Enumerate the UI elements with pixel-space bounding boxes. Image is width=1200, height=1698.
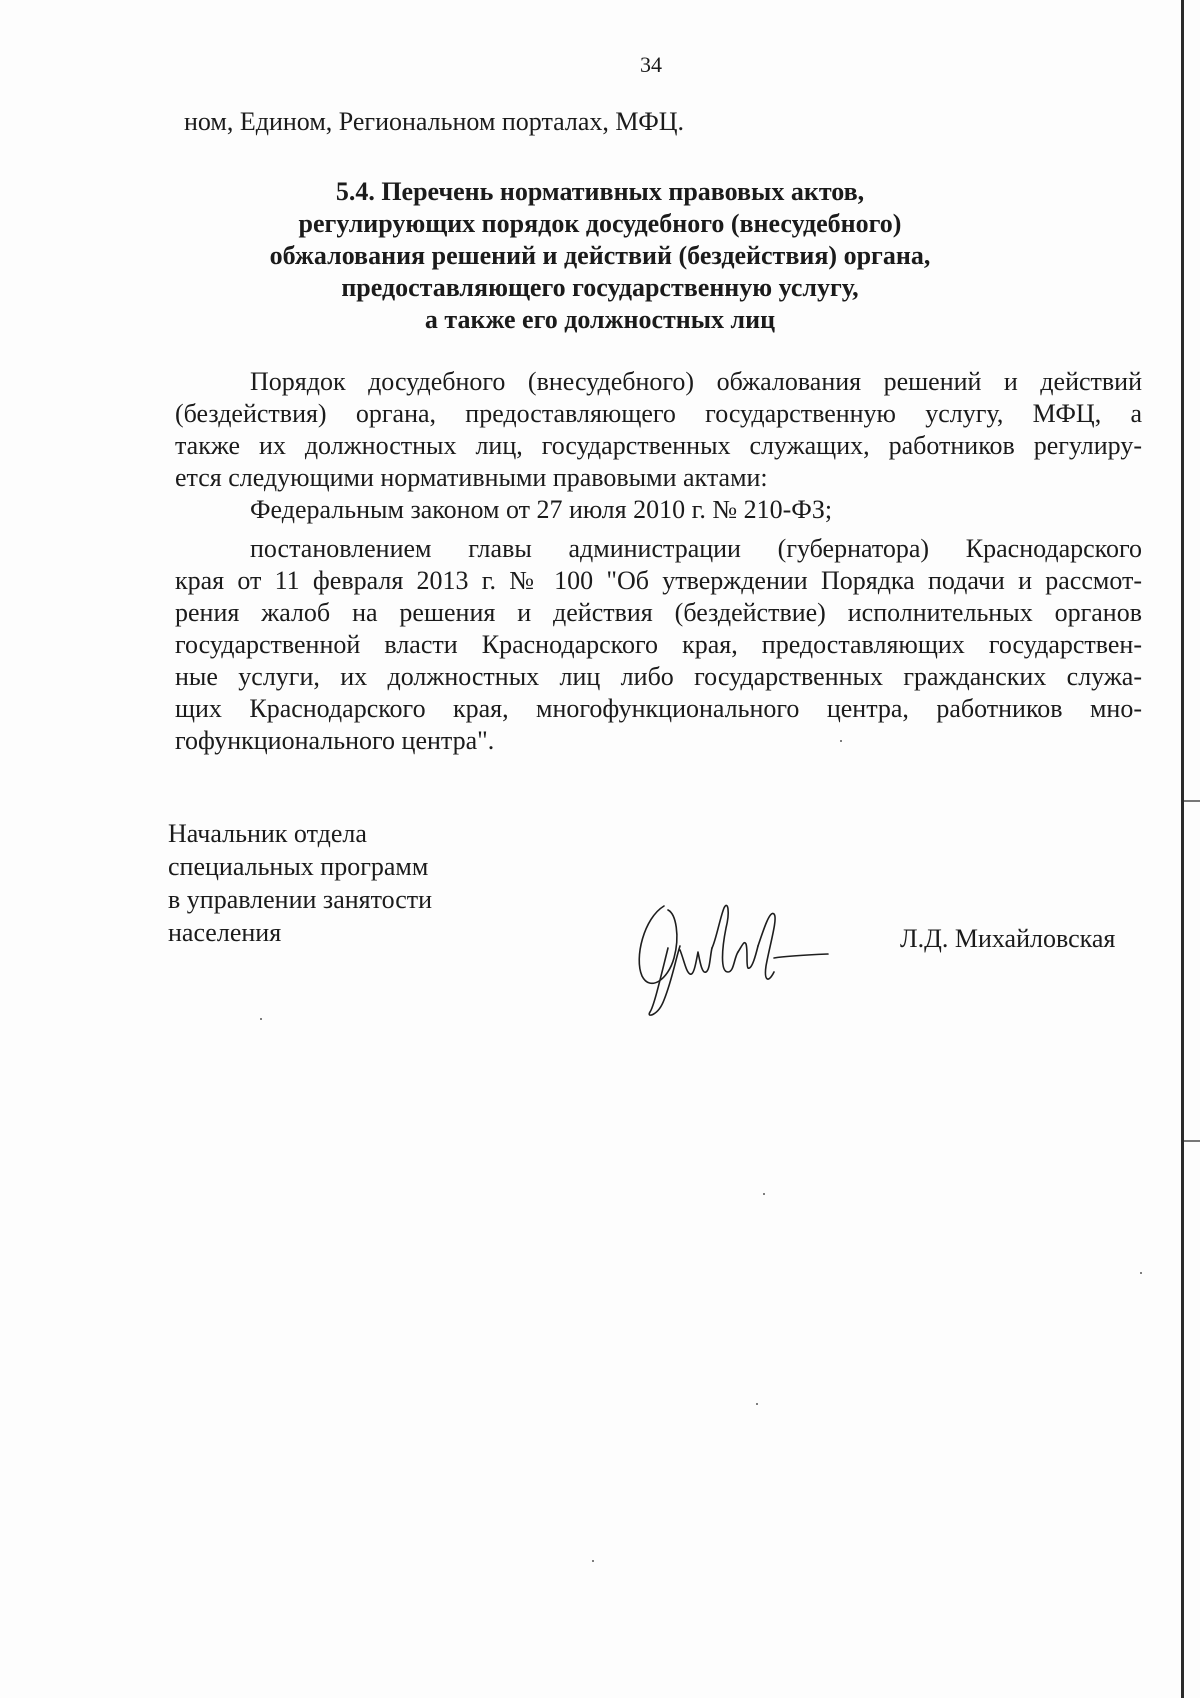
body-line: гофункционального центра". xyxy=(175,726,495,755)
signatory-position-line: в управлении занятости xyxy=(168,885,433,914)
body-line: ется следующими нормативными правовыми актами: xyxy=(175,463,768,492)
body-line: щих Краснодарского края, многофункционального центра, работников мно- xyxy=(175,694,1142,723)
signatory-name: Л.Д. Михайловская xyxy=(900,924,1116,953)
body-line: Федеральным законом от 27 июля 2010 г. № 210-ФЗ; xyxy=(250,495,833,524)
signatory-position-line: населения xyxy=(168,918,282,947)
body-line: ные услуги, их должностных лиц либо государственных гражданских служа- xyxy=(175,662,1142,691)
scan-speck xyxy=(592,1560,594,1562)
body-line: постановлением главы администрации (губернатора) Краснодарского xyxy=(250,534,1142,563)
body-line: (бездействия) органа, предоставляющего государственную услугу, МФЦ, а xyxy=(175,399,1142,428)
page-number: 34 xyxy=(640,52,662,77)
scan-speck xyxy=(840,740,842,742)
section-heading-line: регулирующих порядок досудебного (внесудебного) xyxy=(298,209,902,238)
body-line: Порядок досудебного (внесудебного) обжалования решений и действий xyxy=(250,367,1142,396)
scan-edge-tick xyxy=(1184,1140,1200,1142)
body-line: рения жалоб на решения и действия (бездействие) исполнительных органов xyxy=(175,598,1142,627)
body-line: также их должностных лиц, государственных служащих, работников регулиру- xyxy=(175,431,1142,460)
scan-edge-line xyxy=(1181,0,1184,1698)
section-heading-line: обжалования решений и действий (бездействия) органа, xyxy=(269,241,931,270)
scan-speck xyxy=(763,1193,765,1195)
signatory-position-line: специальных программ xyxy=(168,852,429,881)
scan-speck xyxy=(756,1403,758,1405)
section-heading-line: а также его должностных лиц xyxy=(424,305,776,334)
continuation-line: ном, Едином, Региональном порталах, МФЦ. xyxy=(184,107,685,136)
handwritten-signature xyxy=(624,888,844,1028)
body-line: края от 11 февраля 2013 г. № 100 "Об утверждении Порядка подачи и рассмот- xyxy=(175,566,1142,595)
signatory-position-line: Начальник отдела xyxy=(168,819,367,848)
body-line: государственной власти Краснодарского края, предоставляющих государствен- xyxy=(175,630,1142,659)
scan-edge-tick xyxy=(1184,800,1200,802)
scan-speck xyxy=(1140,1272,1142,1274)
scan-speck xyxy=(260,1018,262,1020)
section-heading-line: 5.4. Перечень нормативных правовых актов, xyxy=(335,177,865,206)
section-heading-line: предоставляющего государственную услугу, xyxy=(341,273,859,302)
